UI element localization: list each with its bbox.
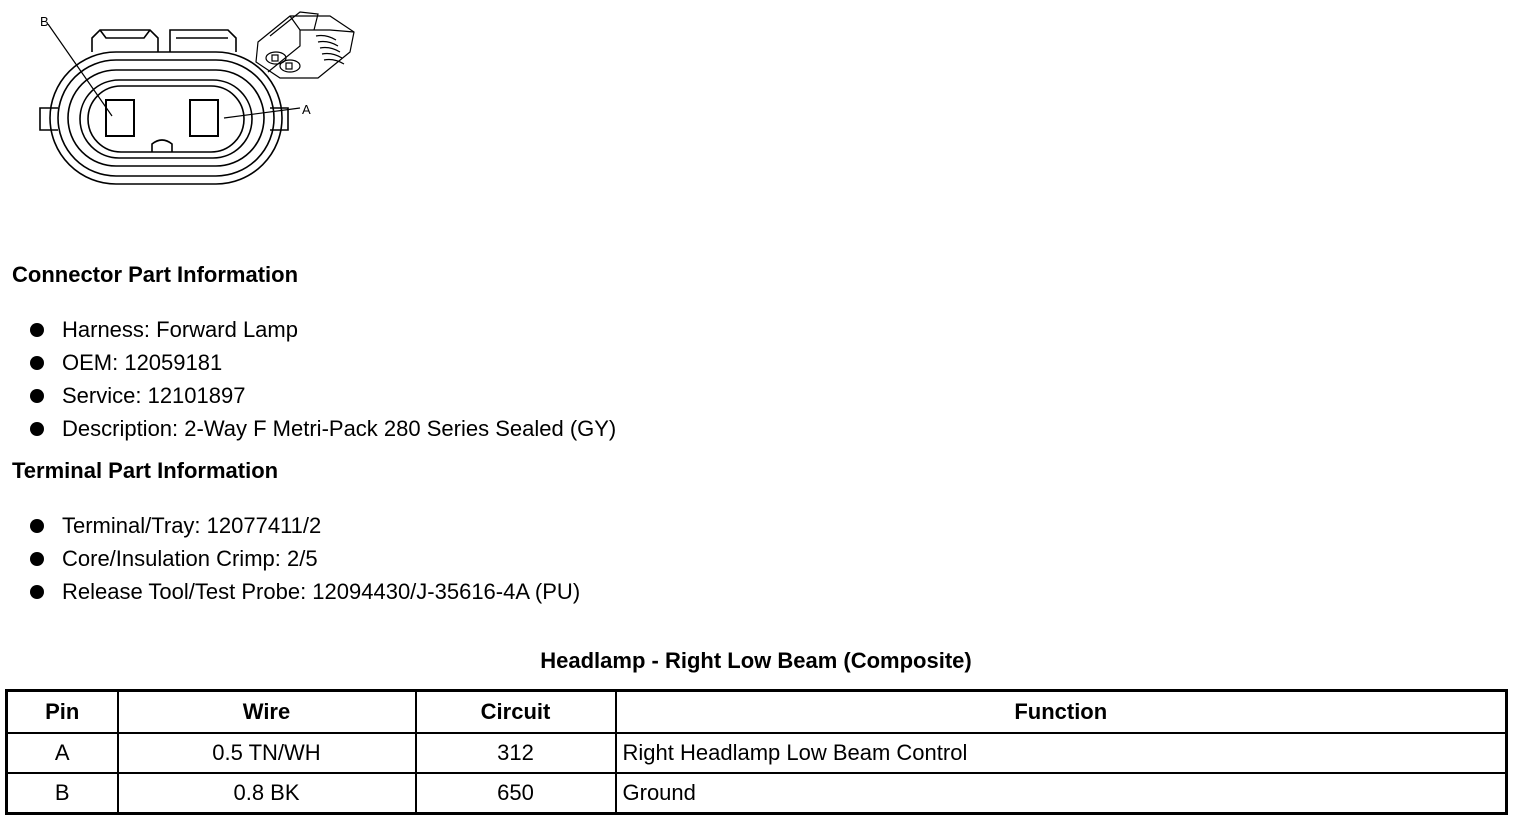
cavity-a <box>190 100 218 136</box>
connector-face-drawing <box>0 0 380 200</box>
bullet-icon <box>30 422 44 436</box>
list-item: Release Tool/Test Probe: 12094430/J-35616-4A (PU) <box>28 575 580 608</box>
bullet-icon <box>30 323 44 337</box>
table-header-row <box>7 691 1507 734</box>
list-item: OEM: 12059181 <box>28 346 616 379</box>
cell-pin: A <box>7 733 118 773</box>
bullet-icon <box>30 356 44 370</box>
column-header-pin: Pin <box>7 691 118 734</box>
cell-function: Ground <box>616 773 1507 814</box>
terminal-info-heading: Terminal Part Information <box>12 458 279 483</box>
bullet-icon <box>30 552 44 566</box>
callout-a: A <box>302 102 311 117</box>
cell-pin: B <box>7 773 118 814</box>
bullet-icon <box>30 389 44 403</box>
column-header-wire: Wire <box>118 691 416 734</box>
cell-wire: 0.8 BK <box>118 773 416 814</box>
cavity-b <box>106 100 134 136</box>
table-row <box>7 773 1507 814</box>
bullet-icon <box>30 585 44 599</box>
terminal-info-list <box>28 509 580 608</box>
connector-info-list <box>28 313 616 445</box>
cell-function: Right Headlamp Low Beam Control <box>616 733 1507 773</box>
bullet-icon <box>30 519 44 533</box>
cell-wire: 0.5 TN/WH <box>118 733 416 773</box>
list-item: Harness: Forward Lamp <box>28 313 616 346</box>
table-title: Headlamp - Right Low Beam (Composite) <box>540 648 972 673</box>
list-item: Service: 12101897 <box>28 379 616 412</box>
column-header-circuit: Circuit <box>416 691 616 734</box>
callout-b: B <box>40 14 49 29</box>
column-header-function: Function <box>616 691 1507 734</box>
cell-circuit: 312 <box>416 733 616 773</box>
table-row <box>7 733 1507 773</box>
list-item: Core/Insulation Crimp: 2/5 <box>28 542 580 575</box>
list-item: Terminal/Tray: 12077411/2 <box>28 509 580 542</box>
pinout-table <box>5 689 1508 815</box>
list-item: Description: 2-Way F Metri-Pack 280 Series Sealed (GY) <box>28 412 616 445</box>
connector-thumbnail <box>256 12 354 78</box>
cell-circuit: 650 <box>416 773 616 814</box>
connector-diagram <box>0 0 380 200</box>
connector-info-heading: Connector Part Information <box>12 262 299 287</box>
